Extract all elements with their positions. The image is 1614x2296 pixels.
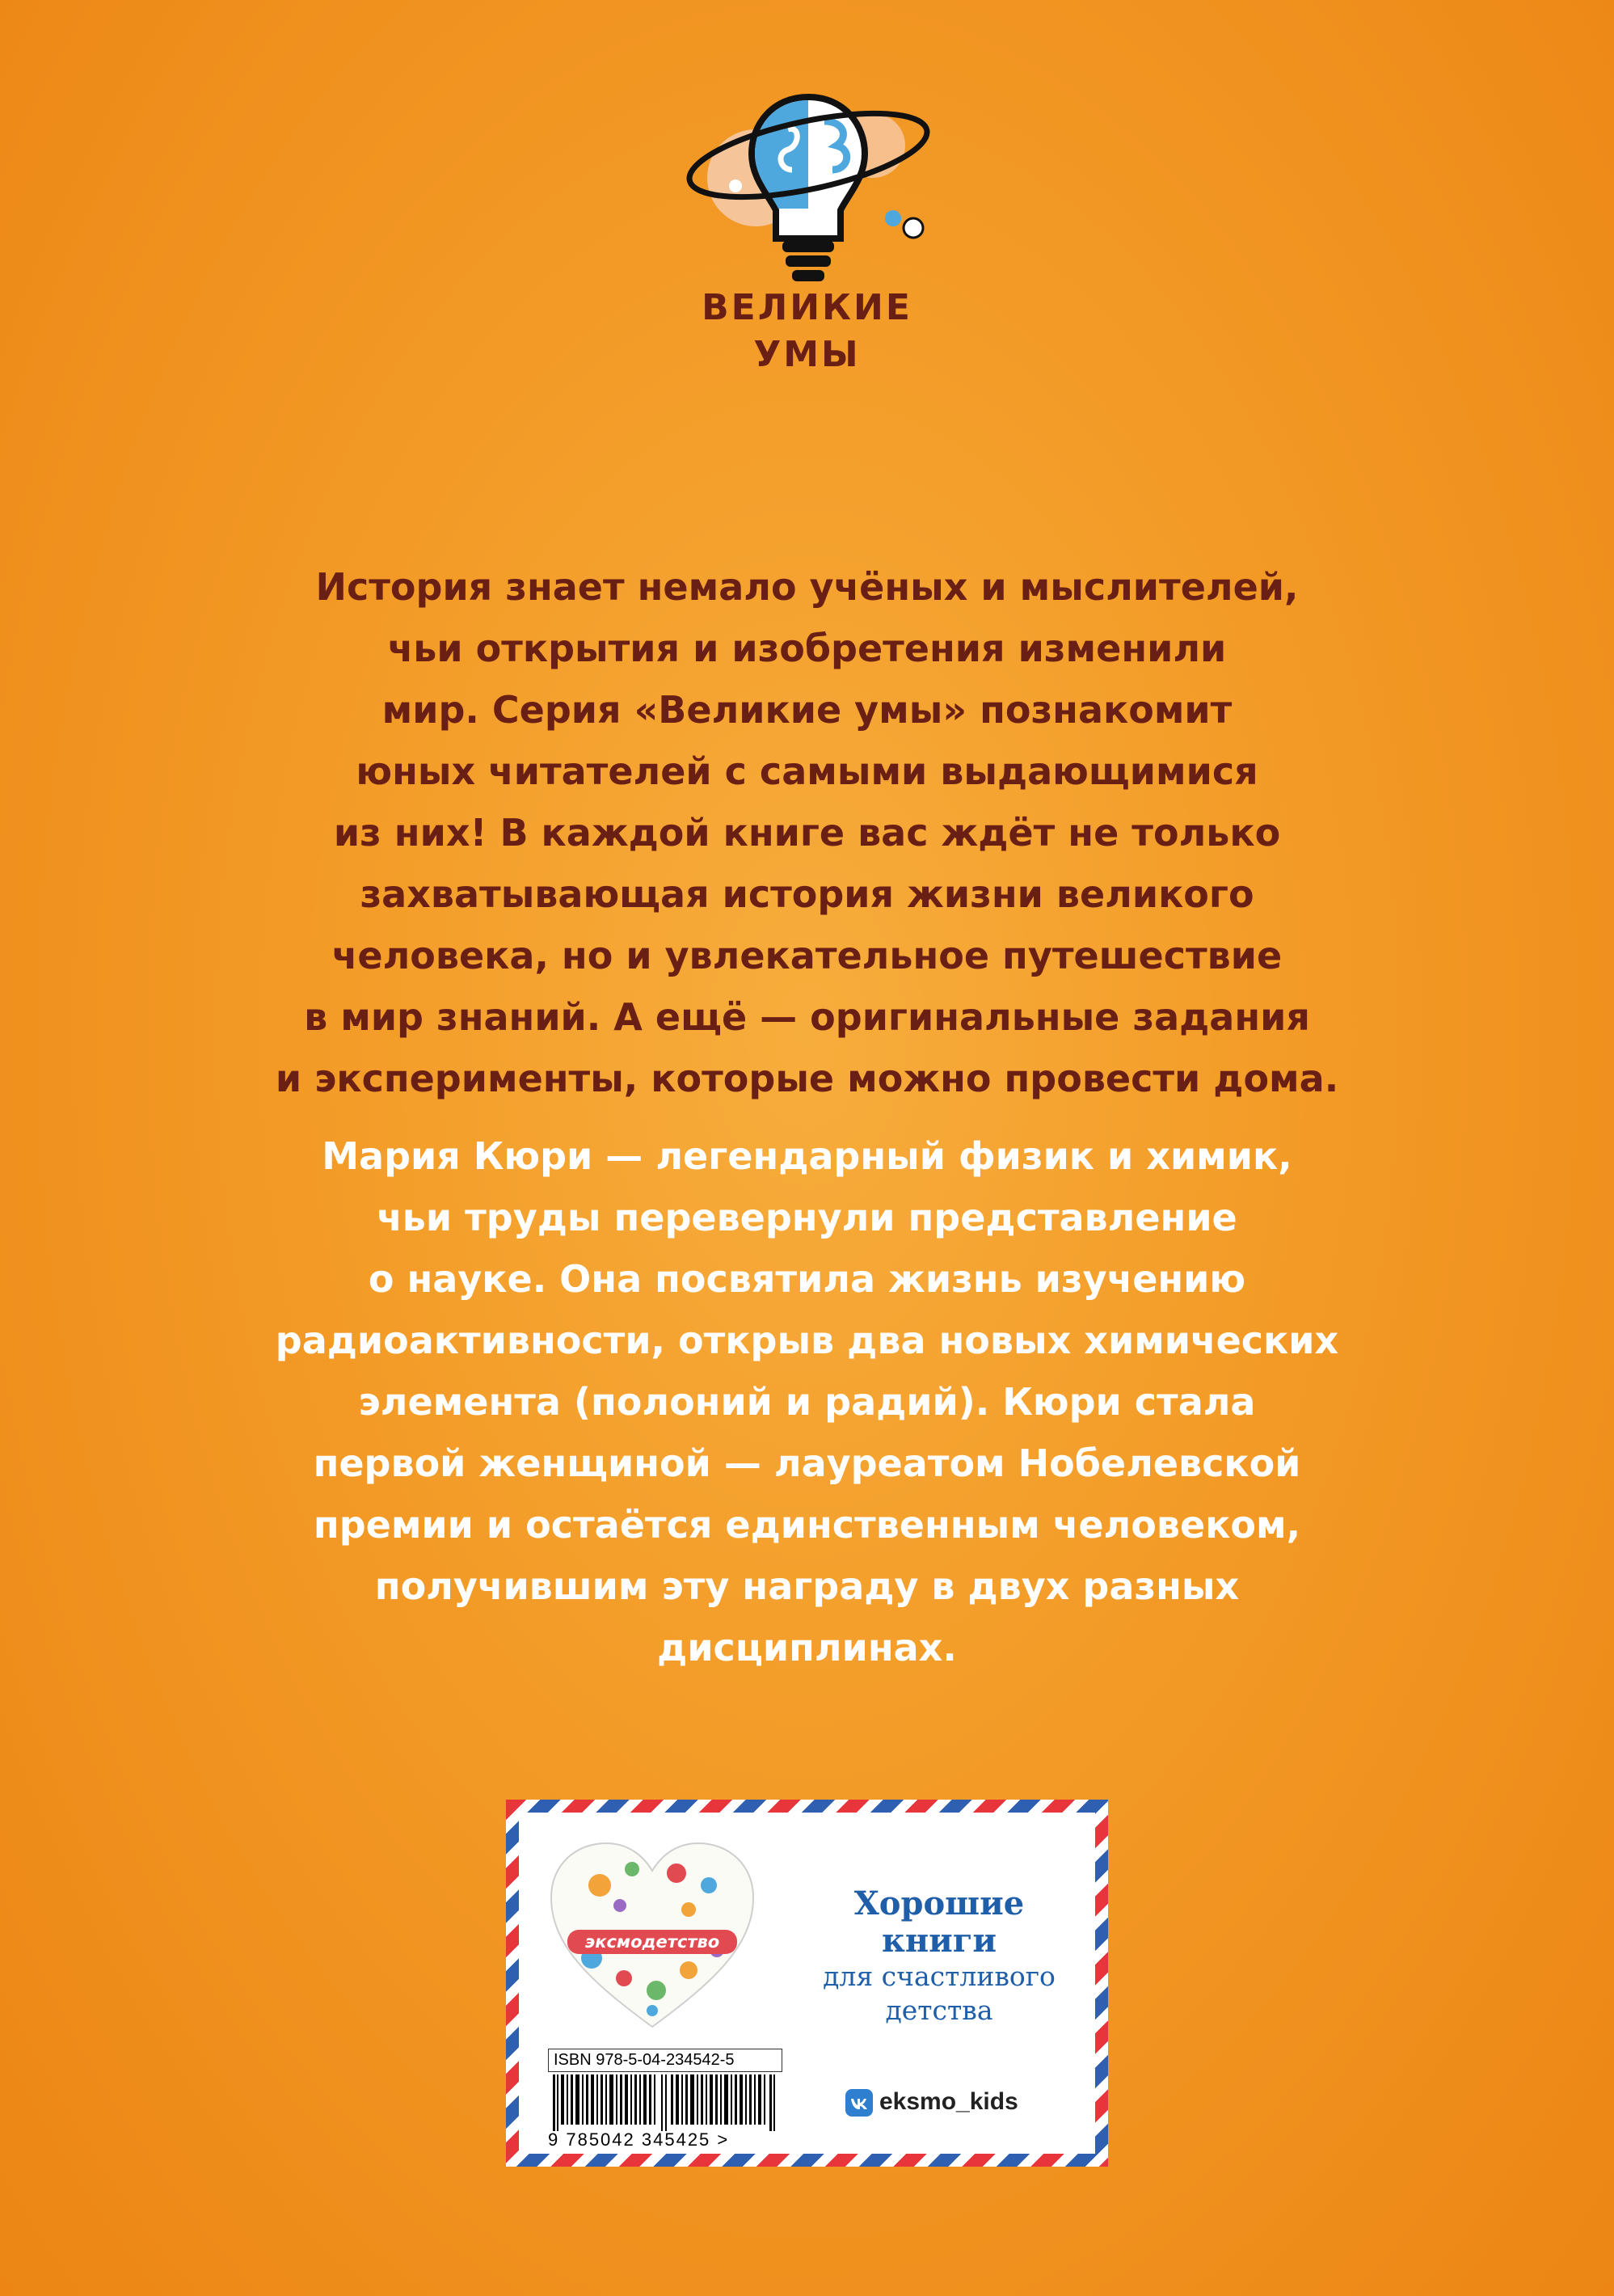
publisher-envelope <box>506 1800 1108 2167</box>
slogan-line: детства <box>885 1994 993 2026</box>
slogan-line: Хорошие <box>853 1884 1025 1922</box>
barcode <box>548 2074 782 2131</box>
series-title-line-2: УМЫ <box>753 334 861 375</box>
annotation-line: премии и остаётся единственным человеком, <box>313 1503 1301 1547</box>
annotation-line: первой женщиной — лауреатом Нобелевской <box>313 1441 1301 1485</box>
description-line: в мир знаний. А ещё — оригинальные задания <box>304 995 1310 1039</box>
annotation-line: получившим эту награду в двух разных <box>374 1564 1240 1608</box>
vk-icon[interactable] <box>845 2089 873 2117</box>
book-annotation <box>242 1125 1372 1678</box>
annotation-line: элемента (полоний и радий). Кюри стала <box>358 1380 1256 1424</box>
description-line: История знает немало учёных и мыслителей, <box>315 565 1299 609</box>
annotation-line: Мария Кюри — легендарный физик и химик, <box>322 1134 1292 1178</box>
description-line: мир. Серия «Великие умы» познакомит <box>381 688 1233 732</box>
annotation-line: о науке. Она посвятила жизнь изучению <box>368 1257 1246 1301</box>
series-description <box>242 556 1372 1109</box>
annotation-line: радиоактивности, открыв два новых химических <box>275 1319 1339 1362</box>
isbn-label: ISBN 978-5-04-234542-5 <box>548 2049 782 2072</box>
description-line: чьи открытия и изобретения изменили <box>387 627 1227 670</box>
annotation-line: чьи труды перевернули представление <box>377 1196 1237 1239</box>
description-line: человека, но и увлекательное путешествие <box>331 934 1283 977</box>
series-title <box>0 285 1614 378</box>
vk-handle[interactable]: eksmo_kids <box>879 2088 1018 2115</box>
barcode-number: 9 785042 345425 > <box>548 2129 730 2150</box>
description-line: и эксперименты, которые можно провести дома. <box>275 1057 1339 1100</box>
slogan-line: книги <box>881 1922 997 1960</box>
slogan-line: для счастливого <box>823 1960 1056 1992</box>
description-line: юных читателей с самыми выдающимися <box>356 749 1258 793</box>
annotation-line: дисциплинах. <box>657 1626 957 1669</box>
series-title-line-1: ВЕЛИКИЕ <box>702 287 912 328</box>
publisher-slogan <box>810 1885 1068 2028</box>
description-line: из них! В каждой книге вас ждёт не только <box>333 811 1281 855</box>
envelope-body <box>519 1813 1095 2154</box>
publisher-brand: эксмодетство <box>567 1930 737 1954</box>
description-line: захватывающая история жизни великого <box>360 872 1254 916</box>
